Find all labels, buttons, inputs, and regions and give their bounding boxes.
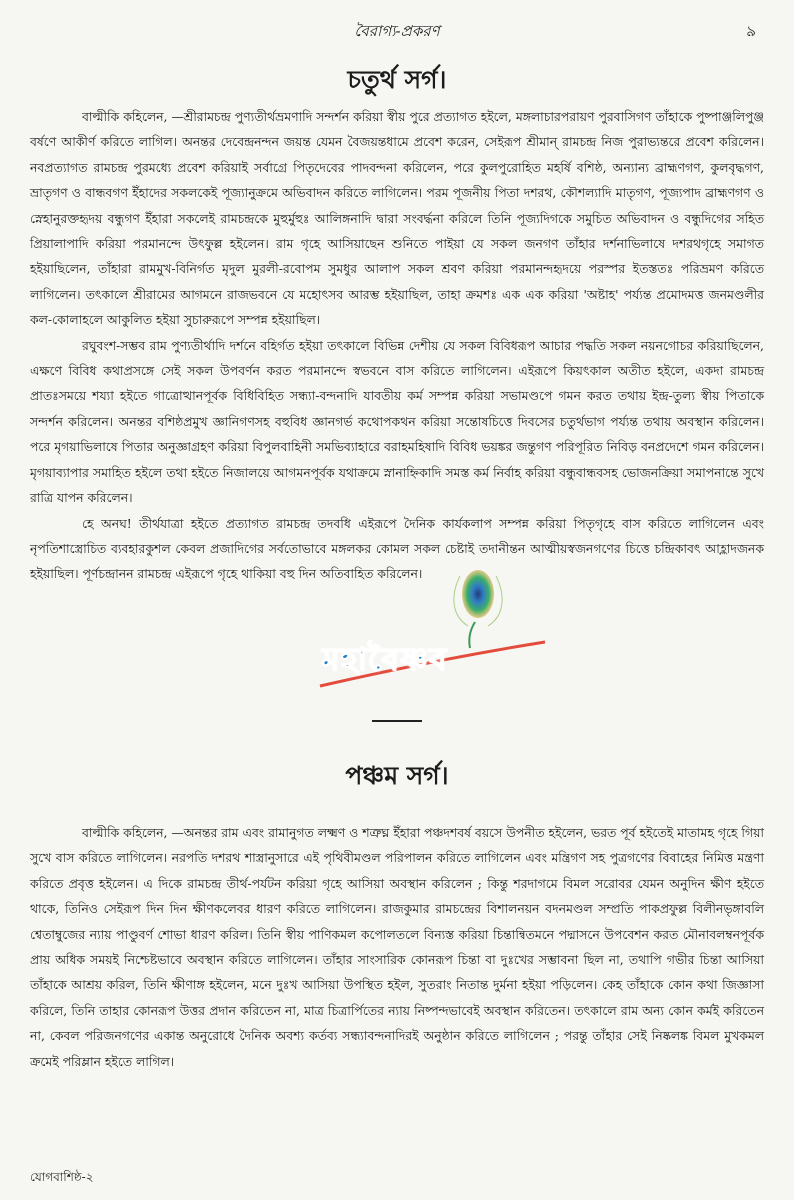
chapter-4-body bbox=[30, 104, 764, 587]
running-head bbox=[30, 20, 764, 46]
watermark-text: মহাবৈষ্ণব bbox=[322, 640, 448, 678]
chapter-title-5: পঞ্চম সর্গ। bbox=[345, 761, 449, 790]
section-divider bbox=[372, 720, 422, 722]
page-number: ৯ bbox=[746, 22, 756, 40]
running-title: বৈরাগ্য-প্রকরণ bbox=[354, 22, 440, 40]
chapter-5-body bbox=[30, 820, 764, 1074]
paragraph: বাল্মীকি কহিলেন, —শ্রীরামচন্দ্র পুণ্যতীর্থভ্রমণাদি সন্দর্শন করিয়া স্বীয় পুরে প্রত্যাগত হইলে, মঙ্গলাচারপরায়ণ পুরবাসিগণ তাঁহাকে পুষ্পাঞ্জলিপুঞ্জ বর্ষণে আকীর্ণ করিতে লাগিল। অনন্তর দেবেন্দ্রনন্দন জয়ন্ত যেমন বৈজয়ন্তধামে প্রবেশ করেন, সেইরূপ শ্রীমান্ রামচন্দ্র নিজ পুরাভ্যন্তরে প্রবেশ করিলেন। নবপ্রত্যাগত রামচন্দ্র পুরমধ্যে প্রবেশ করিয়াই সর্বাগ্রে পিতৃদেবের পাদবন্দনা করিলেন, পরে কুলপুরোহিত মহর্ষি বশিষ্ঠ, অন্যান্য ব্রাহ্মণগণ, কুলবৃদ্ধগণ, ভ্রাতৃগণ ও বান্ধবগণ ইঁহাদের সকলকেই পূজ্যানুক্রমে অভিবাদন করিতে লাগিলেন। পরম পূজনীয় পিতা দশরথ, কৌশল্যাদি মাতৃগণ, পূজ্যপাদ ব্রাহ্মণগণ ও স্নেহানুরক্তহৃদয় বন্ধুগণ ইঁহারা সকলেই রামচন্দ্রকে মুহুর্মুহুঃ আলিঙ্গনাদি দ্বারা সংবর্দ্ধনা করিলে তিনি পূজ্যদিগকে সমুচিত অভিবাদন ও বন্ধুদিগের সহিত প্রিয়ালাপাদি করিয়া পরমানন্দে উৎফুল্ল হইলেন। রাম গৃহে আসিয়াছেন শুনিতে পাইয়া যে সকল জনগণ তাঁহার দর্শনাভিলাষে দশরথগৃহে সমাগত হইয়াছিলেন, তাঁহারা রামমুখ-বিনির্গত মৃদুল মুরলী-রবোপম সুমধুর আলাপ সকল শ্রবণ করিয়া পরমানন্দহৃদয়ে পরস্পর ইতস্ততঃ পরিভ্রমণ করিতে লাগিলেন। তৎকালে শ্রীরামের আগমনে রাজভবনে যে মহোৎসব আরম্ভ হইয়াছিল, তাহা ক্রমশঃ এক এক করিয়া 'অষ্টাহ' পর্য্যন্ত প্রমোদমত্ত জনমণ্ডলীর কল-কোলাহলে আকুলিত হইয়া সুচারুরূপে সম্পন্ন হইয়াছিল। bbox=[30, 109, 765, 328]
footer-signature: যোগবাশিষ্ঠ-২ bbox=[30, 1170, 94, 1184]
paragraph: বাল্মীকি কহিলেন, —অনন্তর রাম এবং রামানুগত লক্ষ্মণ ও শত্রুঘ্ন ইঁহারা পঞ্চদশবর্ষ বয়সে উপনীত হইলেন, ভরত পূর্ব হইতেই মাতামহ গৃহে গিয়া সুখে বাস করিতে লাগিলেন। নরপতি দশরথ শাস্ত্রানুসারে এই পৃথিবীমণ্ডল পরিপালন করিতে লাগিলেন এবং মন্ত্রিগণ সহ পুত্রগণের বিবাহের নিমিত্ত মন্ত্রণা করিতে প্রবৃত্ত হইলেন। এ দিকে রামচন্দ্র তীর্থ-পর্যটন করিয়া গৃহে আসিয়া অবস্থান করিলেন ; কিন্তু শরদাগমে বিমল সরোবর যেমন অনুদিন ক্ষীণ হইতে থাকে, তিনিও সেইরূপ দিন দিন ক্ষীণকলেবর ধারণ করিতে লাগিলেন। রাজকুমার রামচন্দ্রের বিশালনয়ন বদনমণ্ডল সম্প্রতি পাকপ্রফুল্ল বিলীনভৃঙ্গাবলি শ্বেতাম্বুজের ন্যায় পাণ্ডুবর্ণ শোভা ধারণ করিল। তিনি স্বীয় পাণিকমল কপোলতলে বিন্যস্ত করিয়া চিন্তান্বিতমনে পদ্মাসনে উপবেশন করত মৌনাবলম্বনপূর্বক প্রায় অধিক সময়ই নিশ্চেষ্টভাবে অবস্থান করিতে লাগিলেন। তাঁহার সাংসারিক কোনরূপ চিন্তা বা দুঃখের সম্ভাবনা ছিল না, তথাপি গভীর চিন্তা আসিয়া তাঁহাকে আশ্রয় করিল, তিনি ক্ষীণাঙ্গ হইলেন, মনে দুঃখ আসিয়া উপস্থিত হইল, সুতরাং নিতান্ত দুর্মনা হইয়া পড়িলেন। কেহ তাঁহাকে কোন কথা জিজ্ঞাসা করিলে, তিনি তাহার কোনরূপ উত্তর প্রদান করিতেন না, মাত্র চিত্রার্পিতের ন্যায় নিষ্পন্দভাবেই অবস্থান করিতেন। তৎকালে রাম অন্য কোন কর্মই করিতেন না, কেবল পরিজনগণের একান্ত অনুরোধে দৈনিক অবশ্য কর্তব্য সন্ধ্যাবন্দনাদিরই অনুষ্ঠান করিতে লাগিলেন ; পরন্তু তাঁহার সেই নিষ্কলঙ্ক বিমল মুখকমল ক্রমেই পরিম্লান হইতে লাগিল। bbox=[30, 825, 764, 1069]
paragraph: হে অনঘ! তীর্থযাত্রা হইতে প্রত্যাগত রামচন্দ্র তদবধি এইরূপে দৈনিক কার্যকলাপ সম্পন্ন করিয়া পিতৃগৃহে বাস করিতে লাগিলেন এবং নৃপতিশাস্ত্রোচিত ব্যবহারকুশল কেবল প্রজাদিগের সর্বতোভাবে মঙ্গলকর কোমল সকল চেষ্টাই তদানীন্তন আত্মীয়স্বজনগণের চিত্তে চন্দ্রিকাবৎ আহ্লাদজনক হইয়াছিল। পূর্ণচন্দ্রানন রামচন্দ্র এইরূপে গৃহে থাকিয়া বহু দিন অতিবাহিত করিলেন। bbox=[30, 515, 764, 582]
paragraph: রঘুবংশ-সম্ভব রাম পুণ্যতীর্থাদি দর্শনে বহির্গত হইয়া তৎকালে বিভিন্ন দেশীয় যে সকল বিবিধরূপ আচার পদ্ধতি সকল নয়নগোচর করিয়াছিলেন, এক্ষণে বিবিধ কথাপ্রসঙ্গে সেই সকল উপবর্ণন করত পরমানন্দে স্বভবনে বাস করিতে লাগিলেন। এইরূপে কিয়ৎকাল অতীত হইলে, একদা রামচন্দ্র প্রাতঃসময়ে শয্যা হইতে গাত্রোত্থানপূর্বক বিধিবিহিত সন্ধ্যা-বন্দনাদি যাবতীয় কর্ম সম্পন্ন করিয়া সভামণ্ডপে গমন করত তথায় ইন্দ্র-তুল্য স্বীয় পিতাকে সন্দর্শন করিলেন। অনন্তর বশিষ্ঠপ্রমুখ জ্ঞানিগণসহ বহুবিধ জ্ঞানগর্ভ কথোপকথন করিয়া সন্তোষচিত্তে দিবসের চতুর্থভাগ পর্য্যন্ত তথায় অবস্থান করিলেন। পরে মৃগয়াভিলাষে পিতার অনুজ্ঞাগ্রহণ করিয়া বিপুলবাহিনী সমভিব্যাহারে বরাহমহিষাদি বিবিধ ভয়ঙ্কর জন্তুগণ পরিপূরিত নিবিড় বনপ্রদেশে গমন করিলেন। মৃগয়াব্যাপার সমাহিত হইলে তথা হইতে নিজালয়ে আগমনপূর্বক যথাক্রমে স্নানাহ্নিকাদি সমস্ত কর্ম নির্বাহ করিয়া বন্ধুবান্ধবসহ ভোজনক্রিয়া সমাপনান্তে সুখে রাত্রি যাপন করিলেন। bbox=[30, 337, 764, 506]
chapter-title-4: চতুর্থ সর্গ। bbox=[347, 65, 447, 94]
